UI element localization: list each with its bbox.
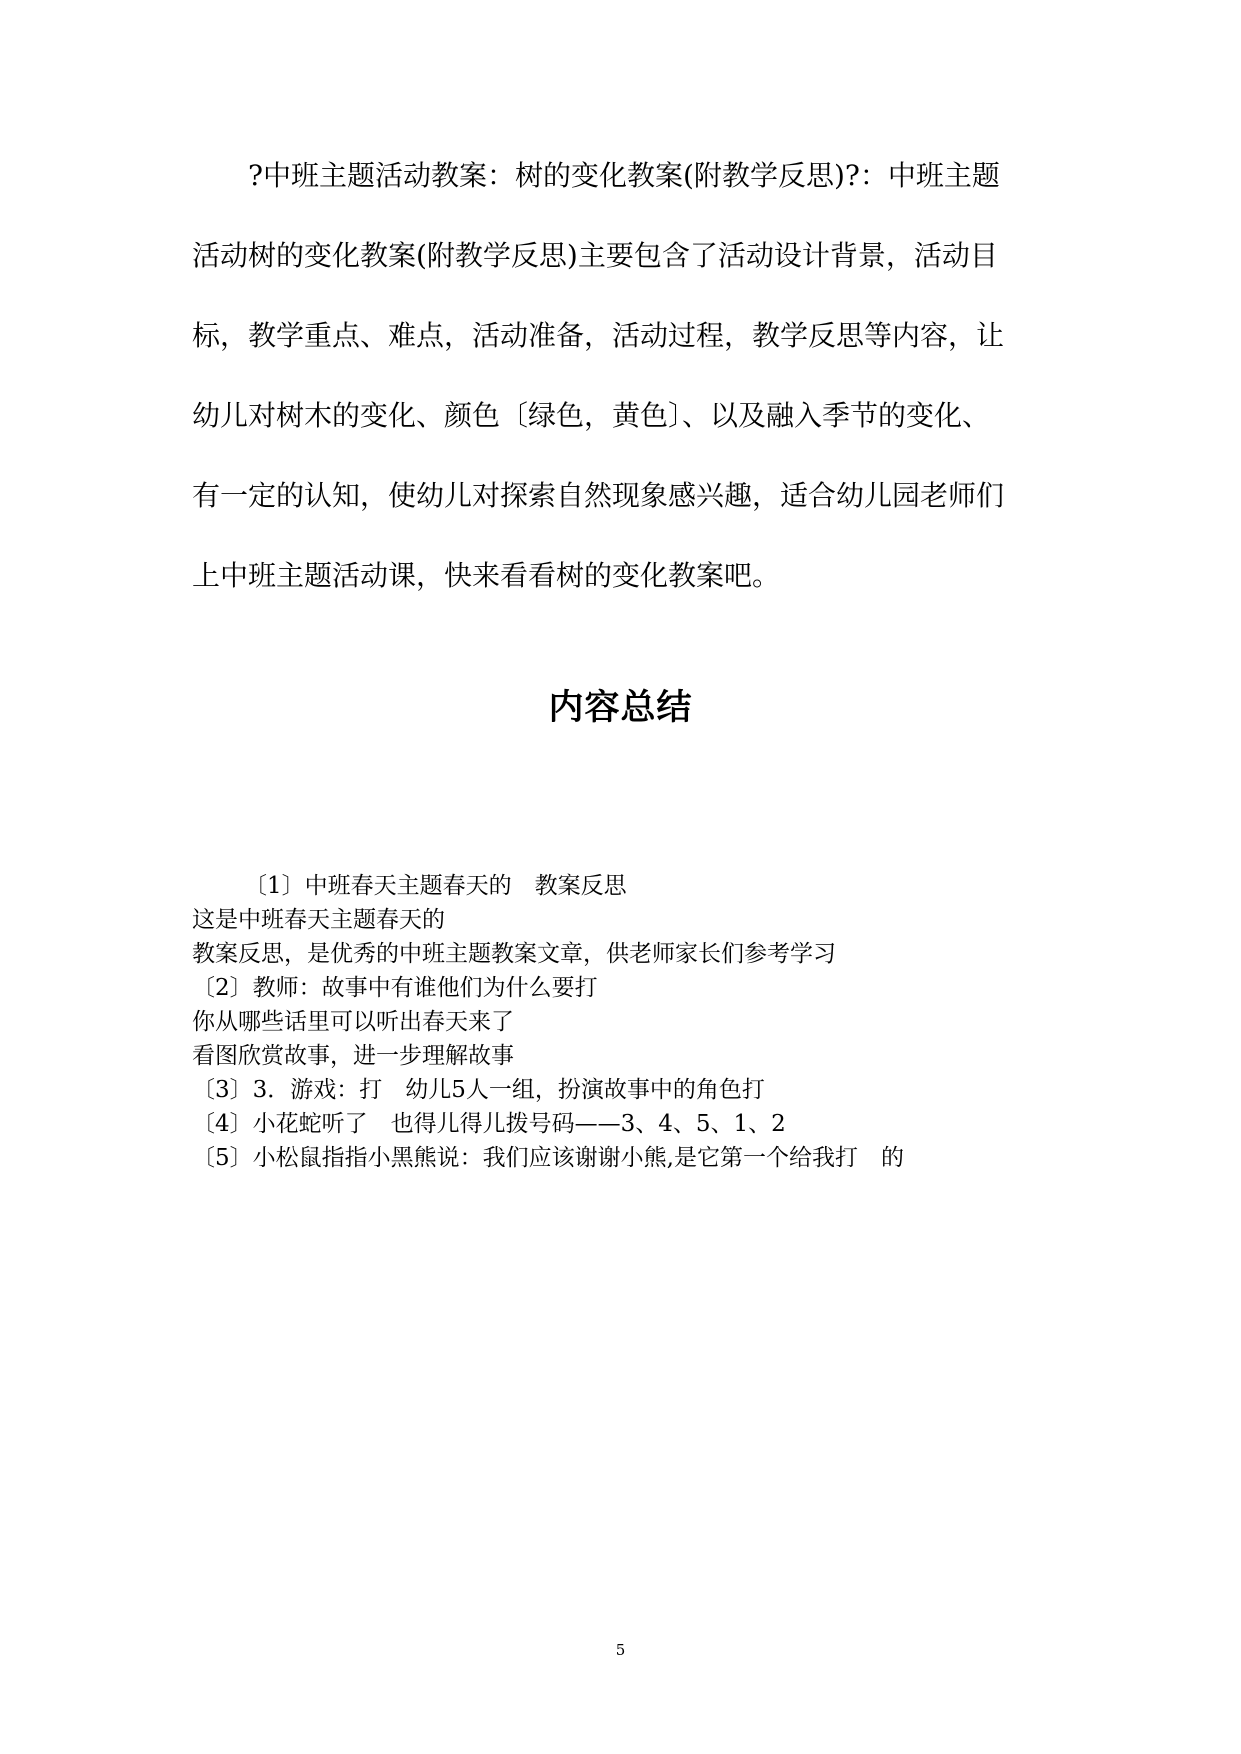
intro-line: 上中班主题活动课，快来看看树的变化教案吧。 xyxy=(192,559,781,592)
intro-line: 活动树的变化教案(附教学反思)主要包含了活动设计背景，活动目 xyxy=(192,239,998,272)
intro-line: 有一定的认知，使幼儿对探索自然现象感兴趣，适合幼儿园老师们 xyxy=(192,479,1005,512)
summary-line: 教案反思，是优秀的中班主题教案文章，供老师家长们参考学习 xyxy=(192,941,836,967)
summary-line: 〔4〕小花蛇听了 也得儿得儿拨号码——3、4、5、1、2 xyxy=(192,1111,786,1137)
summary-line: 〔3〕3．游戏：打 幼儿5人一组，扮演故事中的角色打 xyxy=(192,1077,765,1103)
summary-line: 你从哪些话里可以听出春天来了 xyxy=(192,1009,514,1035)
intro-line: 标，教学重点、难点，活动准备，活动过程，教学反思等内容，让 xyxy=(192,319,1005,352)
intro-line: 幼儿对树木的变化、颜色〔绿色，黄色〕、以及融入季节的变化、 xyxy=(192,399,991,432)
summary-line: 看图欣赏故事，进一步理解故事 xyxy=(192,1043,514,1069)
summary-line: 这是中班春天主题春天的 xyxy=(192,907,445,933)
summary-line: 〔2〕教师：故事中有谁他们为什么要打 xyxy=(192,975,598,1001)
page-number: 5 xyxy=(615,1641,626,1659)
summary-heading: 内容总结 xyxy=(548,688,693,728)
summary-line: 〔5〕小松鼠指指小黑熊说：我们应该谢谢小熊,是它第一个给我打 的 xyxy=(192,1145,904,1171)
intro-line: ?中班主题活动教案：树的变化教案(附教学反思)?：中班主题 xyxy=(248,159,1000,192)
summary-line: 〔1〕中班春天主题春天的 教案反思 xyxy=(244,873,627,899)
